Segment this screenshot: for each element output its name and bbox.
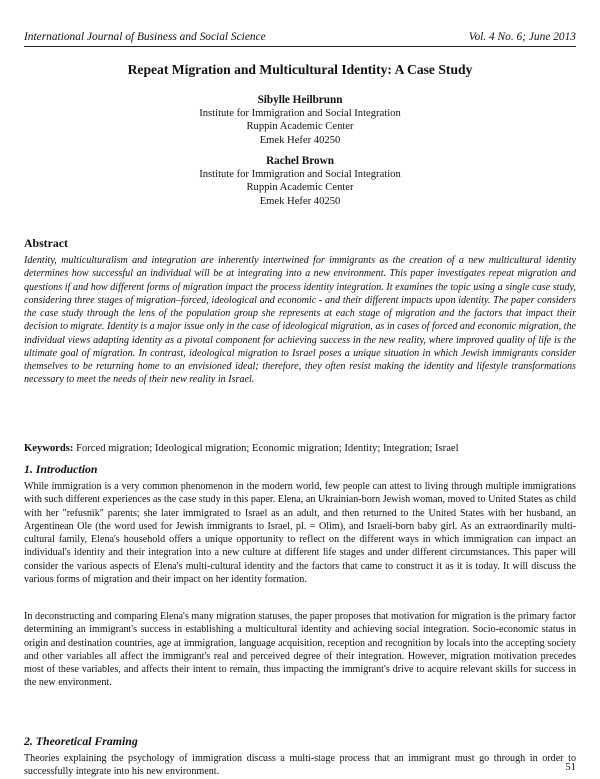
header-rule xyxy=(24,46,576,47)
author-center: Ruppin Academic Center xyxy=(246,182,354,194)
abstract-text: Identity, multiculturalism and integration are inherently intertwined for immigrants as the creation of a new multicultural identity determines how successful an individual will be at integrating into a new environment. This paper investigates repeat migration and questions if and how different forms of migration impact the process identity integration. It examines the topic using a single case study, considering three stages of migration–forced, ideological and economic - and their different impacts upon identity. The paper considers the case study through the lens of the population group she represents at each stage of migration and the factors that impact their decision to migrate. Identity is a major issue only in the case of ideological migration, as in cases of forced and economic migration, the individual views adapting identity as a pivotal component for achieving success in the new reality, where improved quality of life is the ultimate goal of migration. In contrast, ideological migration to Israel poses a unique situation in which Jewish immigrants consider themselves to be returning home to an envisioned ideal; therefore, they often resist making the identity and lifestyle transformations necessary to meet the needs of their new reality in Israel. xyxy=(24,255,576,386)
journal-name: International Journal of Business and Social Science xyxy=(24,31,266,43)
section-heading-introduction: 1. Introduction xyxy=(24,462,98,476)
author-center: Ruppin Academic Center xyxy=(246,121,354,133)
author-name: Rachel Brown xyxy=(266,155,334,167)
body-paragraph: Theories explaining the psychology of immigration discuss a multi-stage process that an immigrant must go through in order to successfully integrate into his new environment. xyxy=(24,753,576,778)
author-institute: Institute for Immigration and Social Integration xyxy=(199,169,401,181)
paper-page xyxy=(24,0,576,776)
author-block-2 xyxy=(24,155,576,208)
author-block-1 xyxy=(24,94,576,147)
keywords-label: Keywords: xyxy=(24,443,74,454)
author-location: Emek Hefer 40250 xyxy=(259,195,341,207)
author-institute: Institute for Immigration and Social Integration xyxy=(199,108,401,120)
section-heading-theoretical-framing: 2. Theoretical Framing xyxy=(24,734,138,748)
body-paragraph: While immigration is a very common phenomenon in the modern world, few people can attest to living through multiple immigrations with such different experiences as the case study in this paper. Elena, an Ukrainian-born Jewish woman, moved to United States as child with her "refusnik" parents; she later immigrated to Israel as an adult, and then returned to the United States with her husband, an Argentinean Ole (the word used for Jewish immigrants to Israel, pl. = Olim), and Israeli-born baby girl. As an extraordinarily multi-cultural family, Elena's household offers a unique opportunity to reflect on the different ways in which immigration can impact an individual's identity and their integration into a new culture at different life stages and under different circumstances. This paper will consider the various aspects of Elena's multi-cultural identity and the factors that came to construct it as it is today. It will discuss the various forms of migration and their impact on her identity formation. xyxy=(24,481,576,585)
issue-info: Vol. 4 No. 6; June 2013 xyxy=(468,31,576,43)
keywords xyxy=(24,442,576,455)
paper-title: Repeat Migration and Multicultural Identity: A Case Study xyxy=(127,62,473,77)
abstract-heading: Abstract xyxy=(24,236,68,250)
keywords-text: Forced migration; Ideological migration; Economic migration; Identity; Integration; Israel xyxy=(76,443,459,454)
author-location: Emek Hefer 40250 xyxy=(259,134,341,146)
running-header xyxy=(24,31,576,44)
body-paragraph: In deconstructing and comparing Elena's many migration statuses, the paper proposes that motivation for migration is the primary factor determining an immigrant's success in establishing a multicultural identity and achieving social integration. Socio-economic status in origin and destination countries, age at immigration, language acquisition, reception and recognition by locals into the accepting society and other variables all affect the immigrant's real and perceived degree of their integration. However, migration motivation precedes most of these variables, and affects their intent to remain, thus impacting the immigrant's drive to acquire relevant skills for success in the new environment. xyxy=(24,611,576,689)
page-number: 51 xyxy=(565,762,576,773)
author-name: Sibylle Heilbrunn xyxy=(257,94,343,106)
